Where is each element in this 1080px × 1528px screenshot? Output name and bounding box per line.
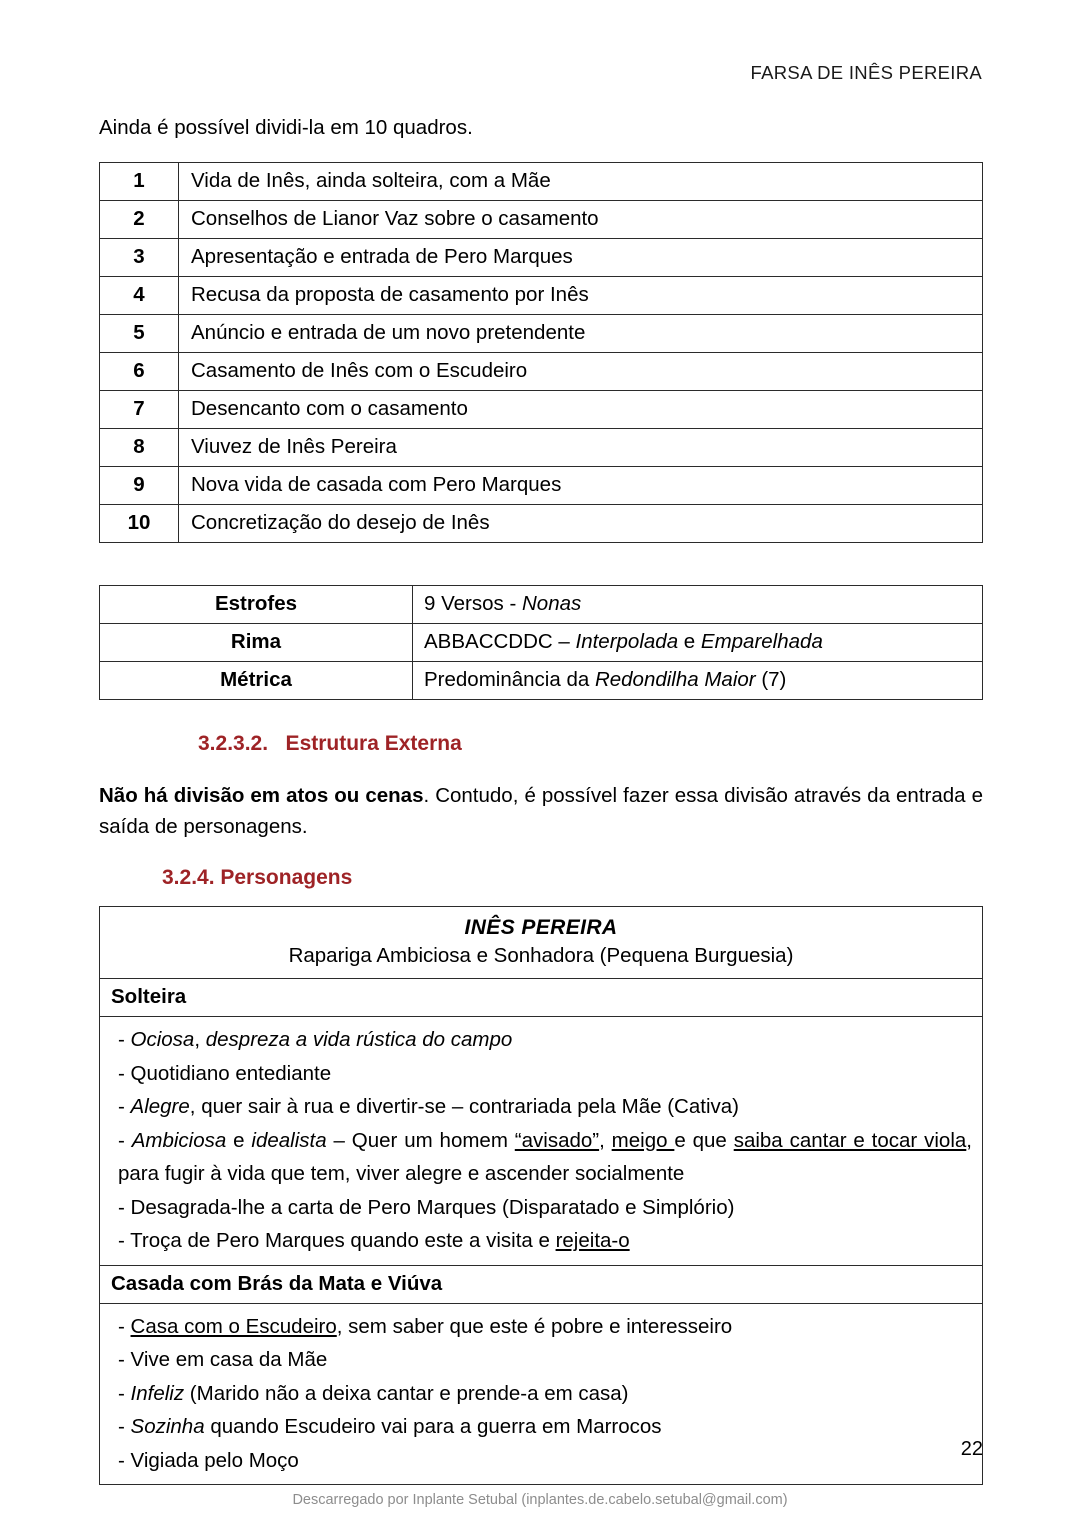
versificacao-key: Estrofes (100, 586, 413, 624)
versificacao-table-body (100, 586, 983, 700)
quadro-number: 2 (100, 201, 179, 239)
item-text: – Quer um homem (326, 1128, 515, 1152)
quadro-number: 3 (100, 239, 179, 277)
table-row (100, 1017, 983, 1266)
item-text-underlined: rejeita-o (555, 1229, 630, 1252)
table-row (100, 201, 983, 239)
table-row (100, 1303, 983, 1485)
list-item (110, 1124, 972, 1191)
section-title: Casada com Brás da Mata e Viúva (100, 1265, 983, 1303)
table-row (100, 1265, 983, 1303)
versificacao-table (99, 585, 983, 700)
list-item (110, 1343, 972, 1377)
item-text: - (118, 1128, 132, 1152)
table-row (100, 467, 983, 505)
item-text-underlined: meigo (611, 1128, 675, 1152)
paragraph-estrutura-rest: . Contudo, é possível fazer essa divisão através da entrada e saída de personagens. (99, 784, 983, 838)
item-text-italic: idealista (251, 1128, 327, 1152)
list-item (110, 1191, 972, 1225)
character-header-cell (100, 907, 983, 979)
item-text: e que (674, 1128, 734, 1152)
section-items (100, 1017, 983, 1266)
item-text: - (118, 1314, 131, 1338)
item-text-italic: despreza a vida rústica do campo (205, 1028, 513, 1051)
item-text-underlined: saiba cantar e tocar viola (733, 1128, 967, 1152)
list-item (110, 1310, 972, 1344)
list-item (110, 1377, 972, 1411)
table-row (100, 429, 983, 467)
value-text-italic: Interpolada (575, 630, 679, 653)
item-text-italic: Ociosa (130, 1028, 195, 1051)
quadro-description: Concretização do desejo de Inês (179, 505, 983, 543)
quadro-description: Recusa da proposta de casamento por Inês (179, 277, 983, 315)
table-row (100, 163, 983, 201)
item-text: , (194, 1028, 206, 1051)
quadro-description: Nova vida de casada com Pero Marques (179, 467, 983, 505)
personagens-table-body (100, 907, 983, 1485)
quadro-number: 9 (100, 467, 179, 505)
versificacao-value (413, 586, 983, 624)
value-text: e (678, 630, 701, 653)
document-content (99, 112, 983, 1485)
item-text-italic: Infeliz (130, 1381, 185, 1405)
item-text: - Vive em casa da Mãe (118, 1348, 328, 1371)
table-row (100, 315, 983, 353)
item-text-underlined: Casa com o Escudeiro (130, 1314, 337, 1338)
page-number: 22 (960, 1438, 983, 1460)
paragraph-estrutura-bold: Não há divisão em atos ou cenas (99, 784, 424, 807)
footer-note: Descarregado por Inplante Setubal (inplantes.de.cabelo.setubal@gmail.com) (292, 1492, 788, 1508)
item-text: - (118, 1095, 131, 1118)
quadro-description: Conselhos de Lianor Vaz sobre o casamento (179, 201, 983, 239)
quadro-description: Casamento de Inês com o Escudeiro (179, 353, 983, 391)
item-text-italic: Ambiciosa (131, 1128, 227, 1152)
quadro-number: 7 (100, 391, 179, 429)
quadro-description: Anúncio e entrada de um novo pretendente (179, 315, 983, 353)
personagens-table (99, 906, 983, 1485)
heading-estrutura-externa: 3.2.3.2. Estrutura Externa (198, 732, 462, 755)
item-text: - Vigiada pelo Moço (118, 1448, 299, 1472)
table-row (100, 239, 983, 277)
item-text: , quer sair à rua e divertir-se – contrariada pela Mãe (Cativa) (189, 1095, 739, 1118)
item-text: - Quotidiano entediante (118, 1061, 332, 1085)
versificacao-value (413, 662, 983, 700)
table-row (100, 391, 983, 429)
item-text: - (118, 1028, 131, 1051)
quadro-number: 10 (100, 505, 179, 543)
value-text-italic: Emparelhada (700, 630, 823, 653)
quadro-number: 8 (100, 429, 179, 467)
versificacao-key: Métrica (100, 662, 413, 700)
quadros-table-body (100, 163, 983, 543)
table-row (100, 907, 983, 979)
item-text: e (226, 1128, 252, 1152)
table-row (100, 505, 983, 543)
table-row (100, 979, 983, 1017)
quadro-number: 5 (100, 315, 179, 353)
item-text: (Marido não a deixa cantar e prende-a em casa) (184, 1381, 629, 1405)
quadro-number: 6 (100, 353, 179, 391)
item-text: quando Escudeiro vai para a guerra em Marrocos (204, 1415, 662, 1438)
table-row (100, 353, 983, 391)
table-row (100, 277, 983, 315)
paragraph-estrutura-externa (99, 780, 983, 842)
quadro-description: Vida de Inês, ainda solteira, com a Mãe (179, 163, 983, 201)
table-row (100, 662, 983, 700)
character-name: INÊS PEREIRA (464, 916, 618, 939)
list-item (110, 1410, 972, 1444)
item-text: - (118, 1381, 131, 1405)
item-text: , (599, 1128, 612, 1152)
list-item (110, 1090, 972, 1124)
versificacao-key: Rima (100, 624, 413, 662)
intro-paragraph: Ainda é possível dividi-la em 10 quadros. (99, 116, 473, 139)
quadro-description: Viuvez de Inês Pereira (179, 429, 983, 467)
table-row (100, 624, 983, 662)
table-row (100, 586, 983, 624)
item-text: - Troça de Pero Marques quando este a visita e (118, 1229, 556, 1252)
item-text: - (118, 1415, 131, 1438)
quadro-description: Apresentação e entrada de Pero Marques (179, 239, 983, 277)
section-items (100, 1303, 983, 1485)
quadros-table (99, 162, 983, 543)
running-header: FARSA DE INÊS PEREIRA (750, 62, 982, 83)
list-item (110, 1023, 972, 1057)
value-text-italic: Nonas (522, 592, 582, 615)
value-text: ABBACCDDC – (424, 630, 576, 653)
value-text: (7) (755, 668, 787, 691)
item-text: - Desagrada-lhe a carta de Pero Marques (Disparatado e Simplório) (118, 1195, 735, 1219)
value-text: Predominância da (424, 668, 595, 691)
quadro-description: Desencanto com o casamento (179, 391, 983, 429)
quadro-number: 4 (100, 277, 179, 315)
heading-personagens: 3.2.4. Personagens (162, 866, 353, 889)
item-text: , sem saber que este é pobre e interesseiro (336, 1314, 733, 1338)
list-item (110, 1444, 972, 1478)
quadro-number: 1 (100, 163, 179, 201)
list-item (110, 1224, 972, 1258)
item-text-italic: Sozinha (130, 1415, 205, 1438)
value-text-italic: Redondilha Maior (594, 668, 756, 691)
item-text-underlined: “avisado” (514, 1128, 600, 1152)
list-item (110, 1057, 972, 1091)
character-subtitle: Rapariga Ambiciosa e Sonhadora (Pequena Burguesia) (288, 944, 794, 967)
section-title: Solteira (100, 979, 983, 1017)
value-text: 9 Versos - (424, 592, 522, 615)
item-text: , para fugir à vida que tem, viver alegre e ascender socialmente (118, 1128, 972, 1185)
versificacao-value (413, 624, 983, 662)
item-text-italic: Alegre (130, 1095, 190, 1118)
